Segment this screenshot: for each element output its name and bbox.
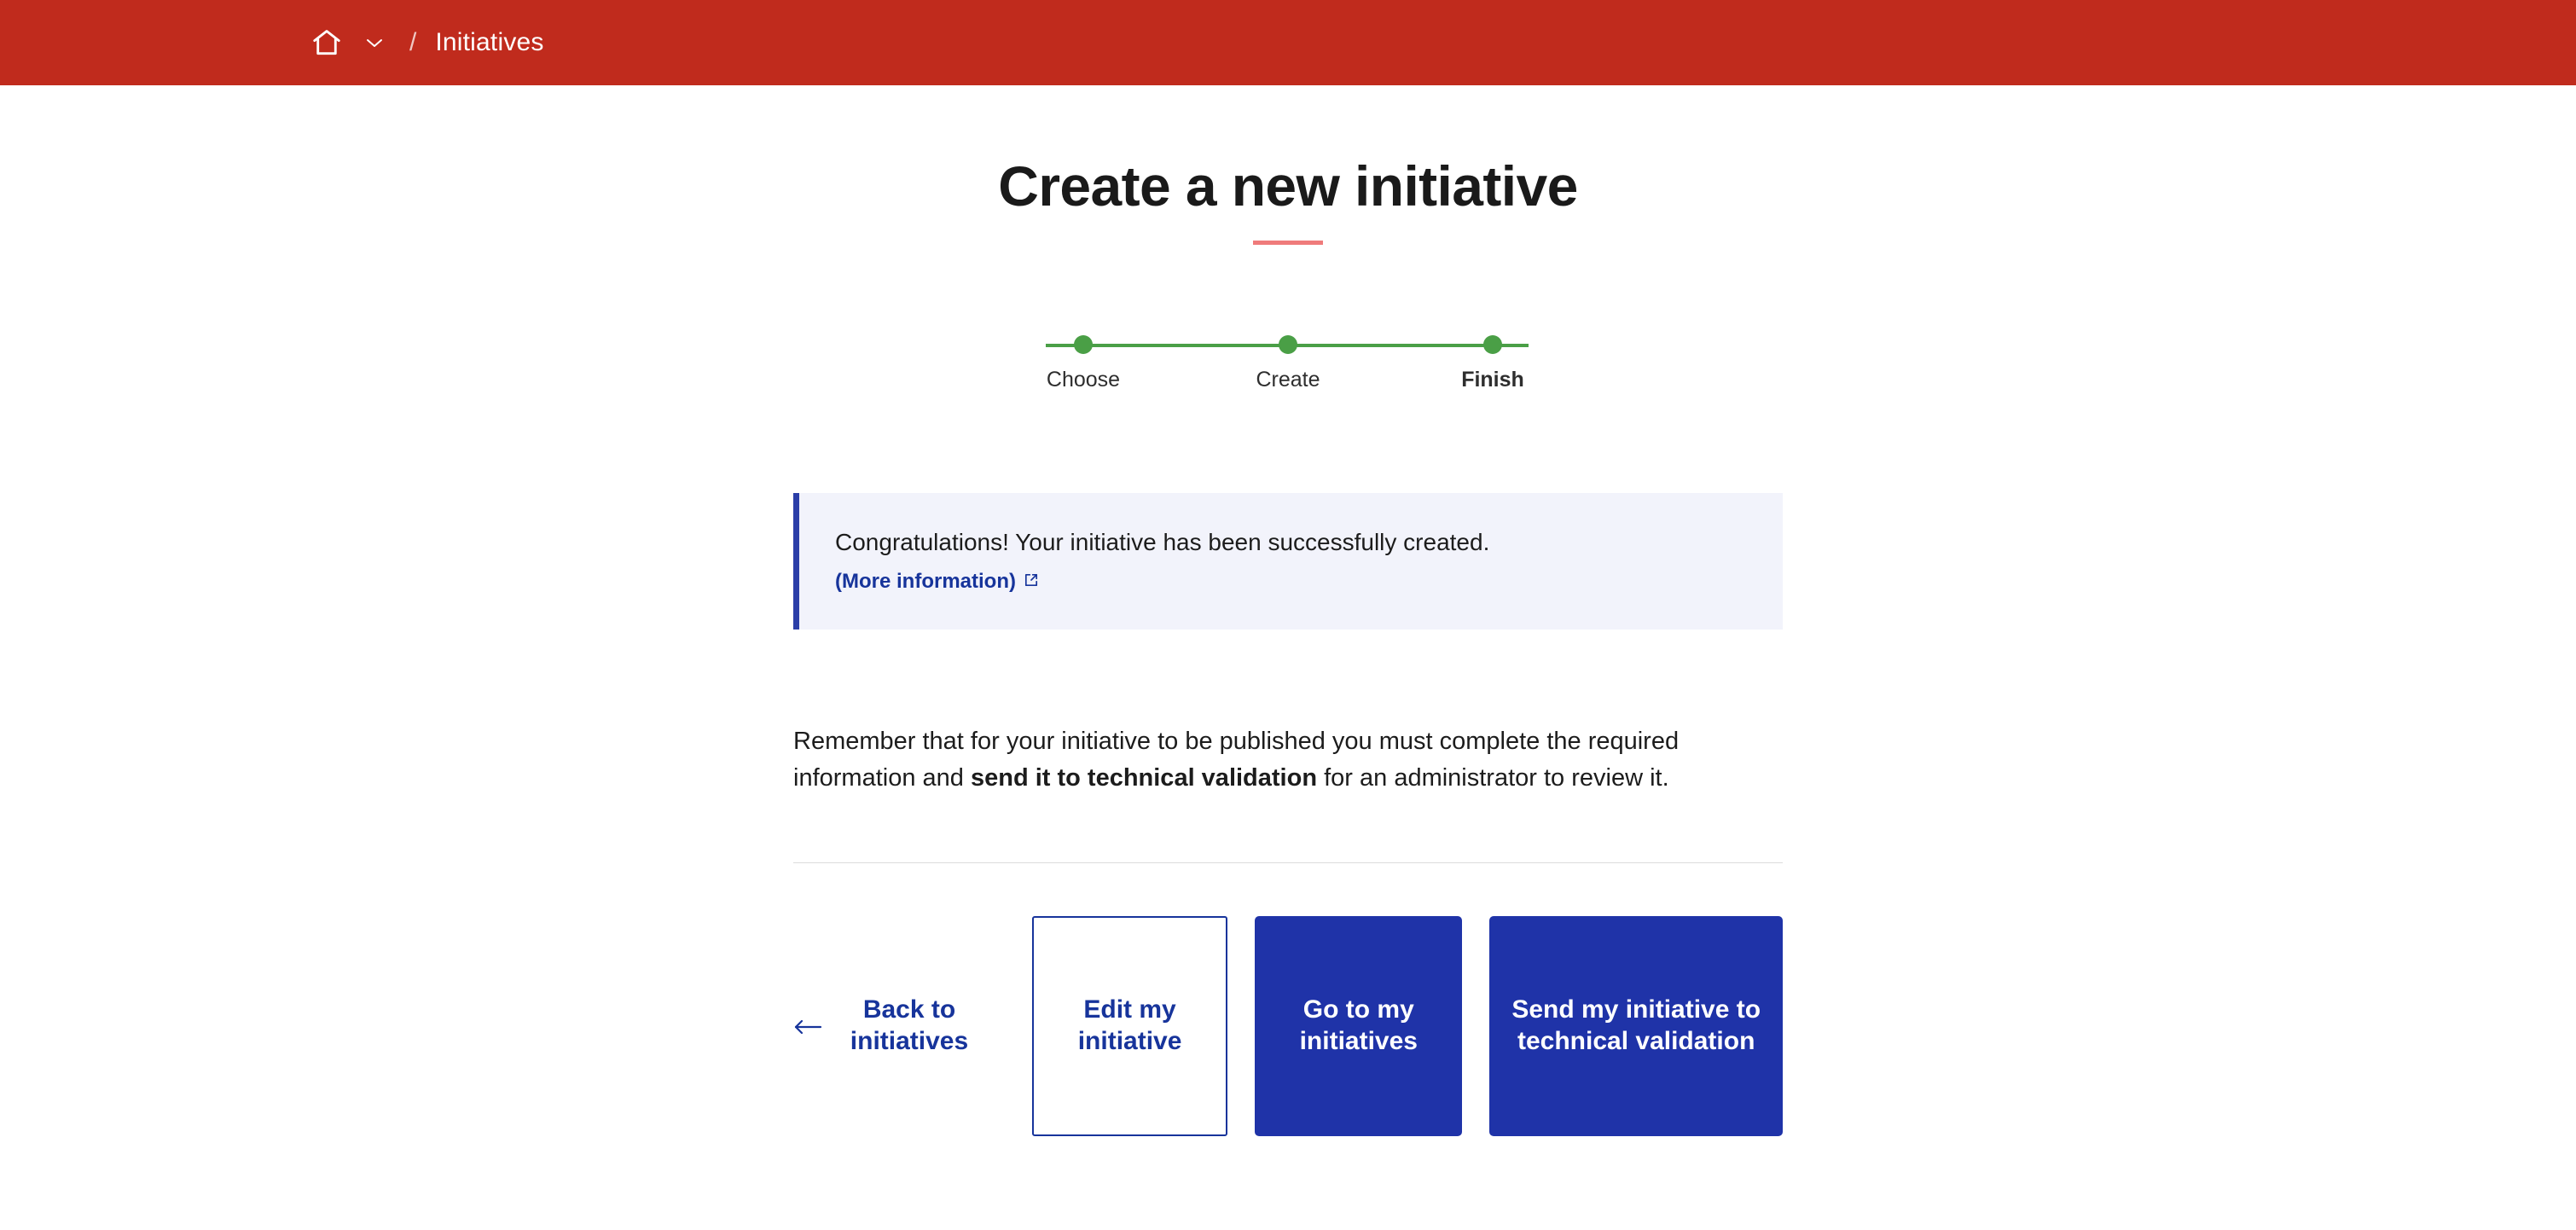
more-information-label: (More information) xyxy=(835,570,1016,594)
stepper-step-label: Finish xyxy=(1461,368,1524,392)
external-link-icon xyxy=(1024,570,1039,594)
instructions-text-before: Remember that for your initiative to be published you must complete the required information and xyxy=(793,728,1680,792)
edit-my-initiative-button[interactable]: Edit my initiative xyxy=(1032,916,1227,1136)
more-information-link[interactable] xyxy=(835,570,1039,594)
page-title: Create a new initiative xyxy=(998,154,1578,218)
back-to-initiatives-button[interactable] xyxy=(793,916,1000,1136)
section-divider xyxy=(793,862,1783,863)
callout-message: Congratulations! Your initiative has been successfully created. xyxy=(835,529,1490,555)
stepper-step-label: Choose xyxy=(1046,368,1121,392)
home-icon[interactable] xyxy=(307,23,346,62)
progress-stepper xyxy=(1015,330,1561,392)
breadcrumb-separator: / xyxy=(409,28,417,56)
step-dot-icon xyxy=(1074,335,1093,354)
go-to-my-initiatives-button[interactable]: Go to my initiatives xyxy=(1255,916,1462,1136)
top-navigation-bar xyxy=(0,0,2576,85)
page-body xyxy=(0,85,2576,1136)
success-callout xyxy=(793,493,1783,630)
arrow-left-icon xyxy=(793,1012,822,1041)
step-dot-icon xyxy=(1279,335,1297,354)
title-underline xyxy=(1253,241,1323,245)
send-to-technical-validation-button[interactable]: Send my initiative to technical validation xyxy=(1489,916,1783,1136)
step-dot-icon xyxy=(1483,335,1502,354)
content-container xyxy=(793,136,1783,1136)
action-buttons xyxy=(793,916,1783,1136)
stepper-steps xyxy=(1015,330,1561,392)
breadcrumb-initiatives[interactable]: Initiatives xyxy=(435,28,544,56)
back-to-initiatives-label: Back to initiatives xyxy=(850,995,969,1056)
instructions-text-after: for an administrator to review it. xyxy=(1317,763,1669,792)
stepper-step-label: Create xyxy=(1256,368,1320,392)
stepper-step-create[interactable] xyxy=(1220,330,1356,392)
instructions-text-bold: send it to technical validation xyxy=(970,763,1318,792)
instructions-paragraph xyxy=(793,723,1749,796)
stepper-step-finish[interactable] xyxy=(1424,330,1561,392)
stepper-step-choose[interactable] xyxy=(1015,330,1152,392)
chevron-down-icon[interactable] xyxy=(365,33,384,52)
